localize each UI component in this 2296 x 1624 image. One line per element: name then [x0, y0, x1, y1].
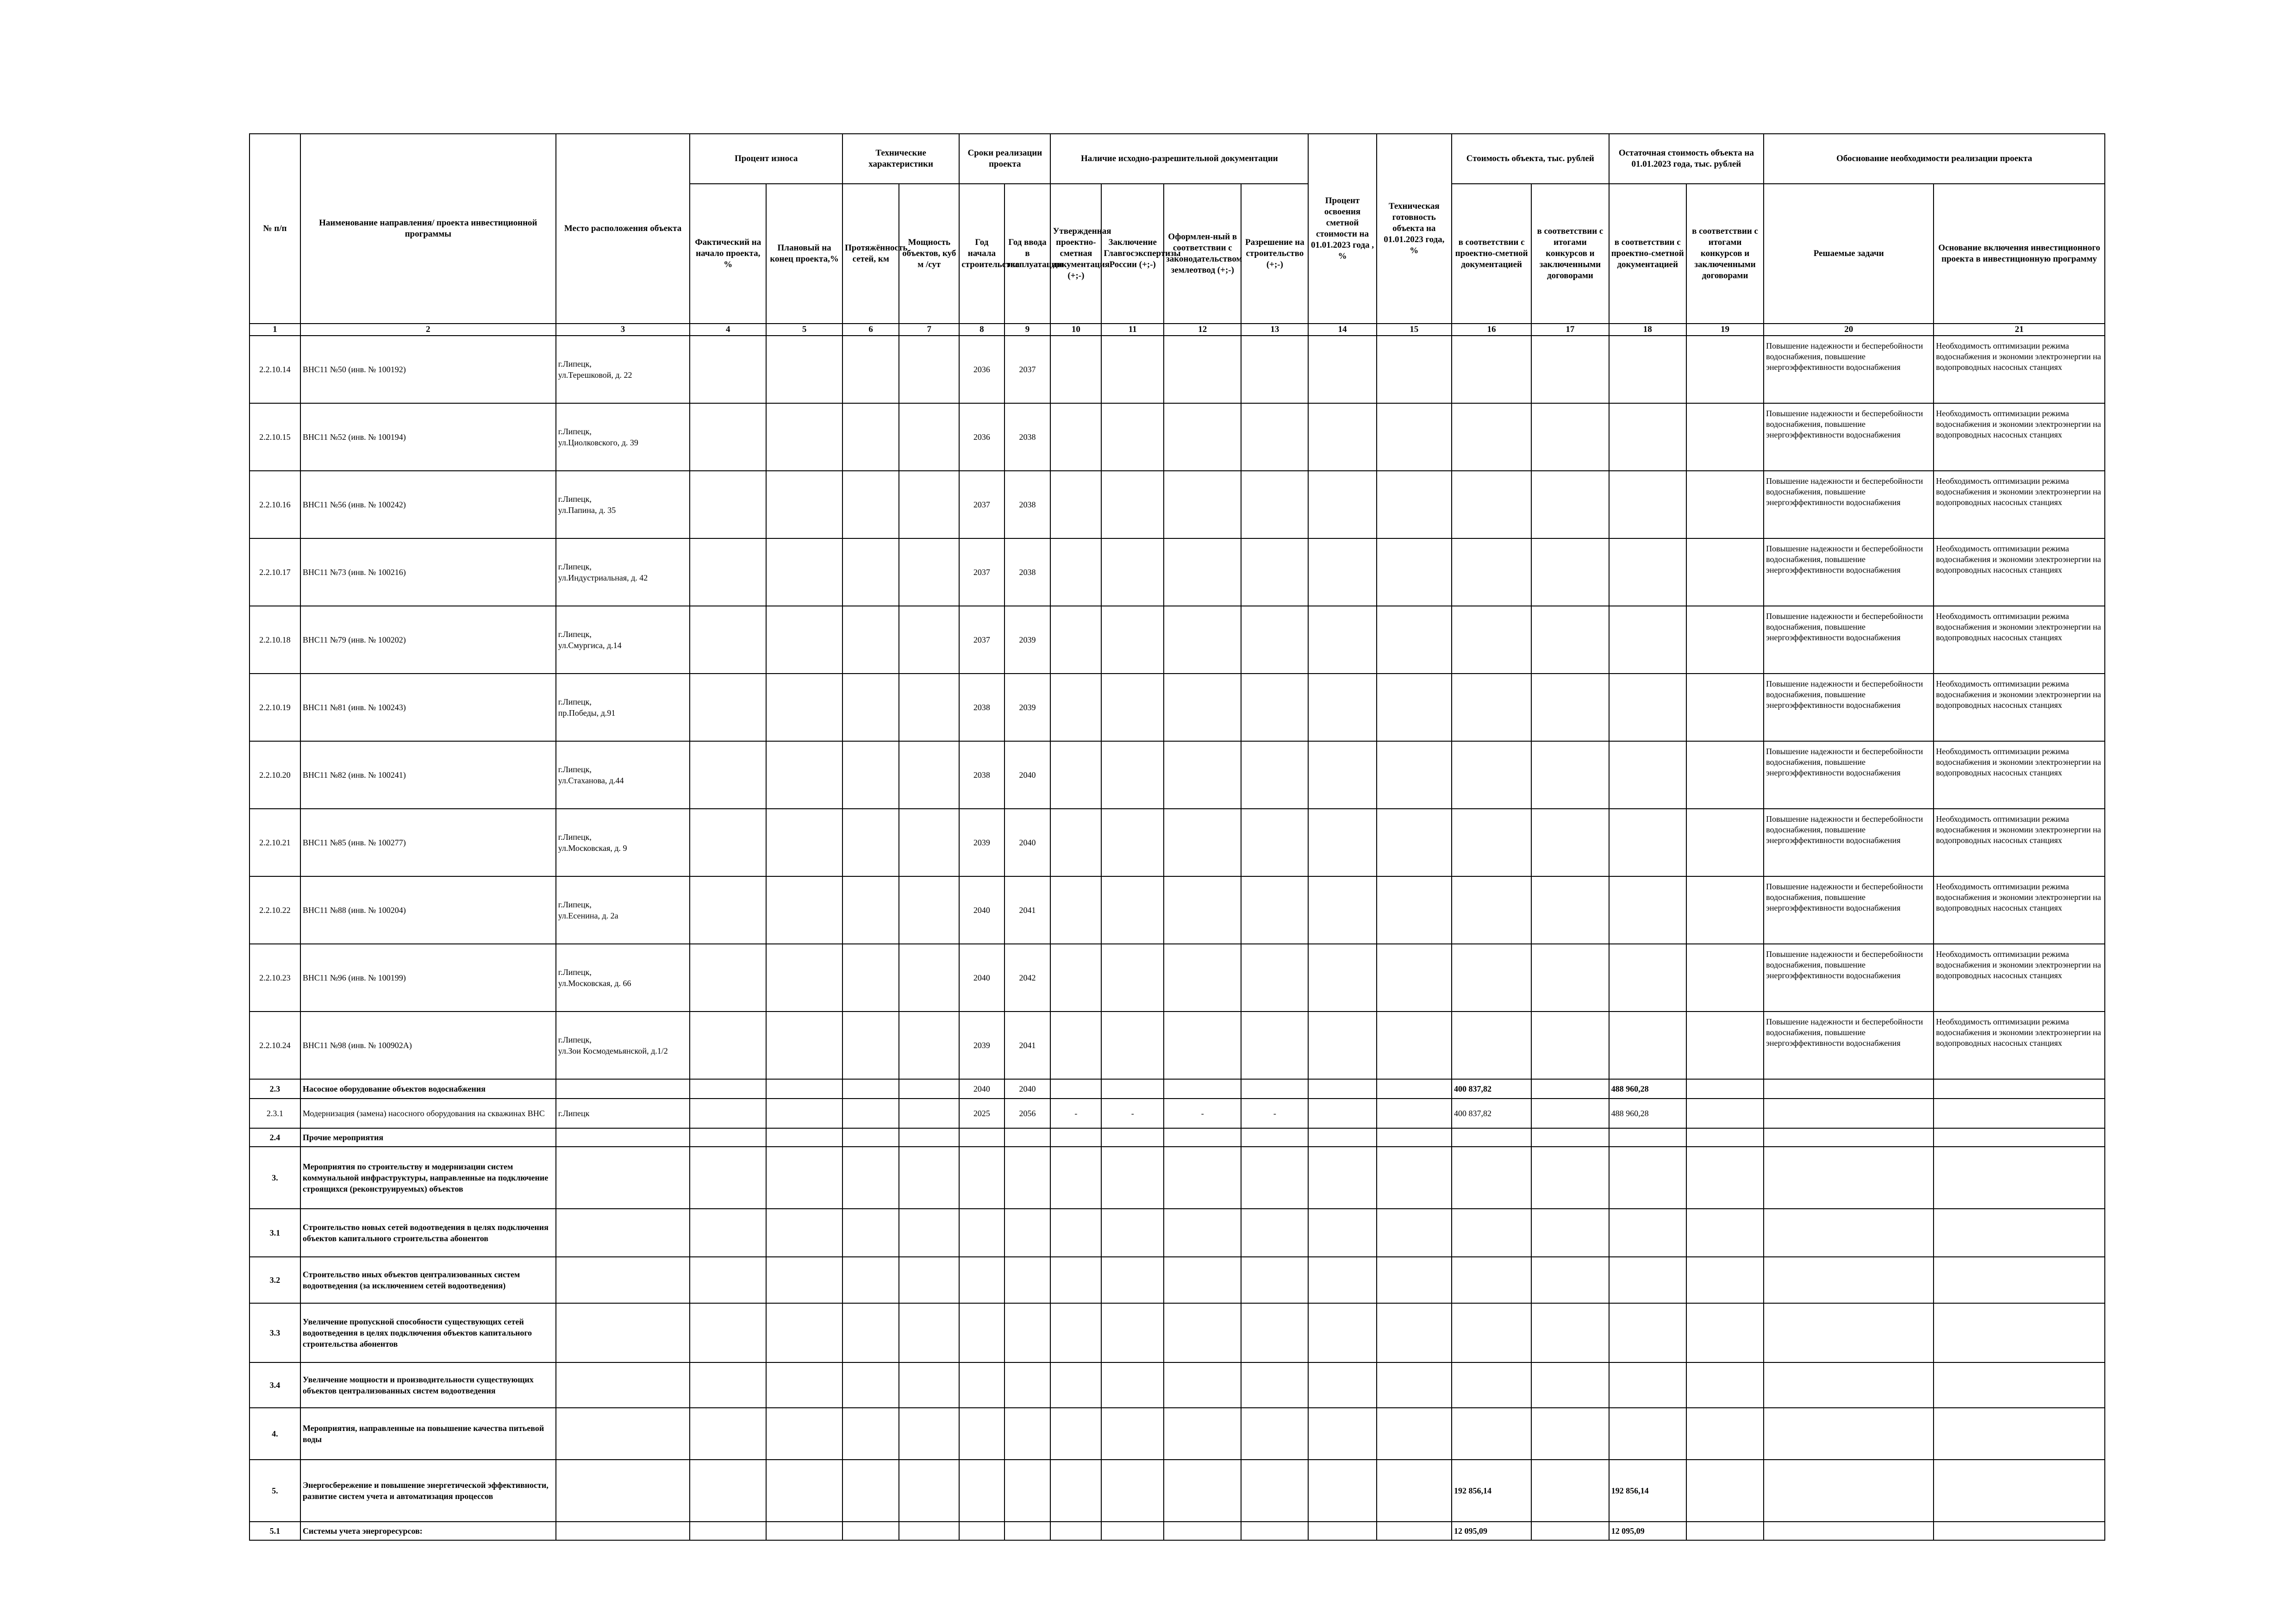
row-place: г.Липецк, ул.Индустриальная, д. 42 [556, 538, 690, 606]
row-place: г.Липецк, ул.Терешковой, д. 22 [556, 336, 690, 403]
row-task: Повышение надежности и бесперебойности водоснабжения, повышение энергоэффективности водоснабжения [1764, 741, 1934, 809]
column-number: 10 [1050, 324, 1101, 336]
column-number: 5 [766, 324, 842, 336]
investment-program-table [249, 133, 2105, 1541]
row-name: ВНС11 №85 (инв. № 100277) [300, 809, 556, 876]
row-start: 2037 [959, 606, 1004, 674]
row-reason: Необходимость оптимизации режима водоснабжения и экономии электроэнергии на водопроводных насосных станциях [1934, 674, 2105, 741]
row-cost: 192 856,14 [1452, 1460, 1531, 1522]
header-place: Место расположения объекта [556, 134, 690, 324]
column-number: 15 [1377, 324, 1452, 336]
table-row-2-3 [250, 1079, 2105, 1099]
row-place: г.Липецк [556, 1099, 690, 1128]
table-row-2-3-1 [250, 1099, 2105, 1128]
investment-program-sheet [249, 133, 2105, 1541]
header-cost-psd: в соответствии с проектно-сметной документацией [1452, 184, 1531, 324]
row-no: 4. [250, 1408, 300, 1460]
row-end: 2037 [1004, 336, 1051, 403]
row-end: 2042 [1004, 944, 1051, 1012]
row-end: 2038 [1004, 538, 1051, 606]
column-number: 8 [959, 324, 1004, 336]
row-no: 2.3 [250, 1079, 300, 1099]
row-reason: Необходимость оптимизации режима водоснабжения и экономии электроэнергии на водопроводных насосных станциях [1934, 538, 2105, 606]
table-row-3 [250, 1147, 2105, 1209]
table-row-5 [250, 1460, 2105, 1522]
row-task: Повышение надежности и бесперебойности водоснабжения, повышение энергоэффективности водоснабжения [1764, 403, 1934, 471]
row-no: 2.2.10.24 [250, 1012, 300, 1079]
row-task: Повышение надежности и бесперебойности водоснабжения, повышение энергоэффективности водоснабжения [1764, 876, 1934, 944]
table-row [250, 1012, 2105, 1079]
header-group-residual: Остаточная стоимость объекта на 01.01.2023 года, тыс. рублей [1609, 134, 1764, 184]
header-cost-contract: в соответствии с итогами конкурсов и заключенными договорами [1531, 184, 1609, 324]
table-row-3-4 [250, 1362, 2105, 1408]
row-start: 2040 [959, 944, 1004, 1012]
row-task: Повышение надежности и бесперебойности водоснабжения, повышение энергоэффективности водоснабжения [1764, 809, 1934, 876]
row-reason: Необходимость оптимизации режима водоснабжения и экономии электроэнергии на водопроводных насосных станциях [1934, 606, 2105, 674]
header-doc-permit: Разрешение на строительство (+;-) [1241, 184, 1308, 324]
row-residual: 192 856,14 [1609, 1460, 1686, 1522]
header-pct-estimate: Процент освоения сметной стоимости на 01.01.2023 года , % [1308, 134, 1376, 324]
header-length: Протяжённость сетей, км [842, 184, 899, 324]
row-name: Модернизация (замена) насосного оборудования на скважинах ВНС [300, 1099, 556, 1128]
column-number: 1 [250, 324, 300, 336]
header-residual-psd: в соответствии с проектно-сметной документацией [1609, 184, 1686, 324]
row-end: 2041 [1004, 876, 1051, 944]
column-number: 9 [1004, 324, 1051, 336]
row-place: г.Липецк, ул.Папина, д. 35 [556, 471, 690, 538]
row-no: 2.2.10.19 [250, 674, 300, 741]
row-name: Энергосбережение и повышение энергетической эффективности, развитие систем учета и автоматизация процессов [300, 1460, 556, 1522]
row-no: 3.3 [250, 1303, 300, 1362]
header-wear-fact: Фактический на начало проекта, % [690, 184, 766, 324]
row-end: 2041 [1004, 1012, 1051, 1079]
row-end: 2038 [1004, 471, 1051, 538]
row-no: 2.2.10.16 [250, 471, 300, 538]
table-row [250, 471, 2105, 538]
row-reason: Необходимость оптимизации режима водоснабжения и экономии электроэнергии на водопроводных насосных станциях [1934, 403, 2105, 471]
row-no: 2.2.10.22 [250, 876, 300, 944]
row-place: г.Липецк, пр.Победы, д.91 [556, 674, 690, 741]
table-row [250, 741, 2105, 809]
row-no: 2.2.10.17 [250, 538, 300, 606]
row-task: Повышение надежности и бесперебойности водоснабжения, повышение энергоэффективности водоснабжения [1764, 538, 1934, 606]
row-task: Повышение надежности и бесперебойности водоснабжения, повышение энергоэффективности водоснабжения [1764, 606, 1934, 674]
row-start: 2040 [959, 1079, 1004, 1099]
row-start: 2036 [959, 403, 1004, 471]
header-capacity: Мощность объектов, куб м /сут [899, 184, 959, 324]
table-row-3-3 [250, 1303, 2105, 1362]
row-no: 2.2.10.20 [250, 741, 300, 809]
table-body-tail [250, 1079, 2105, 1540]
row-start: 2039 [959, 809, 1004, 876]
row-place: г.Липецк, ул.Зои Космодемьянской, д.1/2 [556, 1012, 690, 1079]
row-reason: Необходимость оптимизации режима водоснабжения и экономии электроэнергии на водопроводных насосных станциях [1934, 876, 2105, 944]
column-number: 21 [1934, 324, 2105, 336]
table-row [250, 809, 2105, 876]
table-row [250, 606, 2105, 674]
header-doc-approved: Утвержденная проектно-сметная документация (+;-) [1050, 184, 1101, 324]
row-name: Строительство новых сетей водоотведения в целях подключения объектов капитального строительства абонентов [300, 1209, 556, 1257]
header-commission-year: Год ввода в эксплуатацию [1004, 184, 1051, 324]
row-start: 2025 [959, 1099, 1004, 1128]
row-residual: 488 960,28 [1609, 1099, 1686, 1128]
header-no: № п/п [250, 134, 300, 324]
header-group-wear: Процент износа [690, 134, 842, 184]
row-name: ВНС11 №82 (инв. № 100241) [300, 741, 556, 809]
row-name: Мероприятия, направленные на повышение качества питьевой воды [300, 1408, 556, 1460]
row-name: ВНС11 №88 (инв. № 100204) [300, 876, 556, 944]
row-no: 2.2.10.15 [250, 403, 300, 471]
row-start: 2040 [959, 876, 1004, 944]
row-task: Повышение надежности и бесперебойности водоснабжения, повышение энергоэффективности водоснабжения [1764, 336, 1934, 403]
row-start: 2038 [959, 741, 1004, 809]
row-end: 2038 [1004, 403, 1051, 471]
row-end: 2056 [1004, 1099, 1051, 1128]
row-name: ВНС11 №81 (инв. № 100243) [300, 674, 556, 741]
row-name: Насосное оборудование объектов водоснабжения [300, 1079, 556, 1099]
table-row [250, 944, 2105, 1012]
column-number-row [250, 324, 2105, 336]
row-no: 2.2.10.23 [250, 944, 300, 1012]
column-number: 2 [300, 324, 556, 336]
row-reason: Необходимость оптимизации режима водоснабжения и экономии электроэнергии на водопроводных насосных станциях [1934, 471, 2105, 538]
row-name: ВНС11 №79 (инв. № 100202) [300, 606, 556, 674]
header-group-cost: Стоимость объекта, тыс. рублей [1452, 134, 1609, 184]
row-no: 2.2.10.14 [250, 336, 300, 403]
table-row-3-2 [250, 1257, 2105, 1303]
header-doc-land: Оформлен-ный в соответствии с законодательством землеотвод (+;-) [1164, 184, 1241, 324]
row-name: ВНС11 №98 (инв. № 100902А) [300, 1012, 556, 1079]
row-reason: Необходимость оптимизации режима водоснабжения и экономии электроэнергии на водопроводных насосных станциях [1934, 741, 2105, 809]
row-residual: 12 095,09 [1609, 1522, 1686, 1540]
row-reason: Необходимость оптимизации режима водоснабжения и экономии электроэнергии на водопроводных насосных станциях [1934, 1012, 2105, 1079]
row-no: 2.2.10.18 [250, 606, 300, 674]
row-task: Повышение надежности и бесперебойности водоснабжения, повышение энергоэффективности водоснабжения [1764, 944, 1934, 1012]
row-place: г.Липецк, ул.Смургиса, д.14 [556, 606, 690, 674]
row-end: 2039 [1004, 674, 1051, 741]
table-row [250, 336, 2105, 403]
row-place: г.Липецк, ул.Есенина, д. 2а [556, 876, 690, 944]
table-row-5-1 [250, 1522, 2105, 1540]
row-name: Увеличение пропускной способности существующих сетей водоотведения в целях подключения объектов капитального строительства абонентов [300, 1303, 556, 1362]
row-no: 3.2 [250, 1257, 300, 1303]
row-task: Повышение надежности и бесперебойности водоснабжения, повышение энергоэффективности водоснабжения [1764, 1012, 1934, 1079]
header-tasks: Решаемые задачи [1764, 184, 1934, 324]
row-name: Увеличение мощности и производительности существующих объектов централизованных систем водоотведения [300, 1362, 556, 1408]
row-name: ВНС11 №52 (инв. № 100194) [300, 403, 556, 471]
header-group-tech: Технические характеристики [842, 134, 959, 184]
row-doc-expert: - [1101, 1099, 1164, 1128]
row-no: 3.4 [250, 1362, 300, 1408]
row-cost: 12 095,09 [1452, 1522, 1531, 1540]
row-name: Прочие мероприятия [300, 1128, 556, 1147]
column-number: 16 [1452, 324, 1531, 336]
header-name: Наименование направления/ проекта инвестиционной программы [300, 134, 556, 324]
row-reason: Необходимость оптимизации режима водоснабжения и экономии электроэнергии на водопроводных насосных станциях [1934, 944, 2105, 1012]
row-no: 2.2.10.21 [250, 809, 300, 876]
column-number: 14 [1308, 324, 1376, 336]
row-cost: 400 837,82 [1452, 1079, 1531, 1099]
header-reason: Основание включения инвестиционного проекта в инвестиционную программу [1934, 184, 2105, 324]
column-number: 11 [1101, 324, 1164, 336]
row-name: ВНС11 №73 (инв. № 100216) [300, 538, 556, 606]
row-end: 2040 [1004, 809, 1051, 876]
row-no: 2.3.1 [250, 1099, 300, 1128]
header-group-terms: Сроки реализации проекта [959, 134, 1050, 184]
row-doc-land: - [1164, 1099, 1241, 1128]
row-doc-permit: - [1241, 1099, 1308, 1128]
table-row [250, 403, 2105, 471]
row-place: г.Липецк, ул.Стаханова, д.44 [556, 741, 690, 809]
row-start: 2036 [959, 336, 1004, 403]
row-start: 2037 [959, 471, 1004, 538]
header-group-docs: Наличие исходно-разрешительной документации [1050, 134, 1308, 184]
row-reason: Необходимость оптимизации режима водоснабжения и экономии электроэнергии на водопроводных насосных станциях [1934, 336, 2105, 403]
column-number: 13 [1241, 324, 1308, 336]
row-name: Строительство иных объектов централизованных систем водоотведения (за исключением сетей водоотведения) [300, 1257, 556, 1303]
header-doc-expert: Заключение Главгосэкспертизы России (+;-) [1101, 184, 1164, 324]
column-number: 19 [1686, 324, 1764, 336]
column-number: 18 [1609, 324, 1686, 336]
table-row-2-4 [250, 1128, 2105, 1147]
table-row-3-1 [250, 1209, 2105, 1257]
table-row [250, 538, 2105, 606]
table-row [250, 674, 2105, 741]
row-name: Мероприятия по строительству и модернизации систем коммунальной инфраструктуры, направленные на подключение строящихся (реконструируемых) объектов [300, 1147, 556, 1209]
row-no: 3.1 [250, 1209, 300, 1257]
column-number: 7 [899, 324, 959, 336]
column-number: 20 [1764, 324, 1934, 336]
row-cost: 400 837,82 [1452, 1099, 1531, 1128]
header-residual-contract: в соответствии с итогами конкурсов и заключенными договорами [1686, 184, 1764, 324]
row-name: ВНС11 №50 (инв. № 100192) [300, 336, 556, 403]
header-start-year: Год начала строительства [959, 184, 1004, 324]
column-number: 6 [842, 324, 899, 336]
row-doc-approved: - [1050, 1099, 1101, 1128]
row-place: г.Липецк, ул.Московская, д. 9 [556, 809, 690, 876]
row-task: Повышение надежности и бесперебойности водоснабжения, повышение энергоэффективности водоснабжения [1764, 471, 1934, 538]
column-number: 3 [556, 324, 690, 336]
row-place: г.Липецк, ул.Московская, д. 66 [556, 944, 690, 1012]
row-no: 5. [250, 1460, 300, 1522]
row-reason: Необходимость оптимизации режима водоснабжения и экономии электроэнергии на водопроводных насосных станциях [1934, 809, 2105, 876]
table-body [250, 336, 2105, 1079]
row-no: 3. [250, 1147, 300, 1209]
table-row-4 [250, 1408, 2105, 1460]
row-name: ВНС11 №96 (инв. № 100199) [300, 944, 556, 1012]
column-number: 12 [1164, 324, 1241, 336]
column-number: 4 [690, 324, 766, 336]
row-name: Системы учета энергоресурсов: [300, 1522, 556, 1540]
table-row [250, 876, 2105, 944]
row-start: 2038 [959, 674, 1004, 741]
row-name: ВНС11 №56 (инв. № 100242) [300, 471, 556, 538]
column-number: 17 [1531, 324, 1609, 336]
row-place: г.Липецк, ул.Циолковского, д. 39 [556, 403, 690, 471]
row-end: 2040 [1004, 1079, 1051, 1099]
header-group-justification: Обоснование необходимости реализации проекта [1764, 134, 2105, 184]
row-task: Повышение надежности и бесперебойности водоснабжения, повышение энергоэффективности водоснабжения [1764, 674, 1934, 741]
header-wear-plan: Плановый на конец проекта,% [766, 184, 842, 324]
row-end: 2039 [1004, 606, 1051, 674]
row-start: 2039 [959, 1012, 1004, 1079]
row-residual: 488 960,28 [1609, 1079, 1686, 1099]
header-tech-ready: Техническая готовность объекта на 01.01.2023 года, % [1377, 134, 1452, 324]
row-end: 2040 [1004, 741, 1051, 809]
row-no: 5.1 [250, 1522, 300, 1540]
row-start: 2037 [959, 538, 1004, 606]
row-no: 2.4 [250, 1128, 300, 1147]
